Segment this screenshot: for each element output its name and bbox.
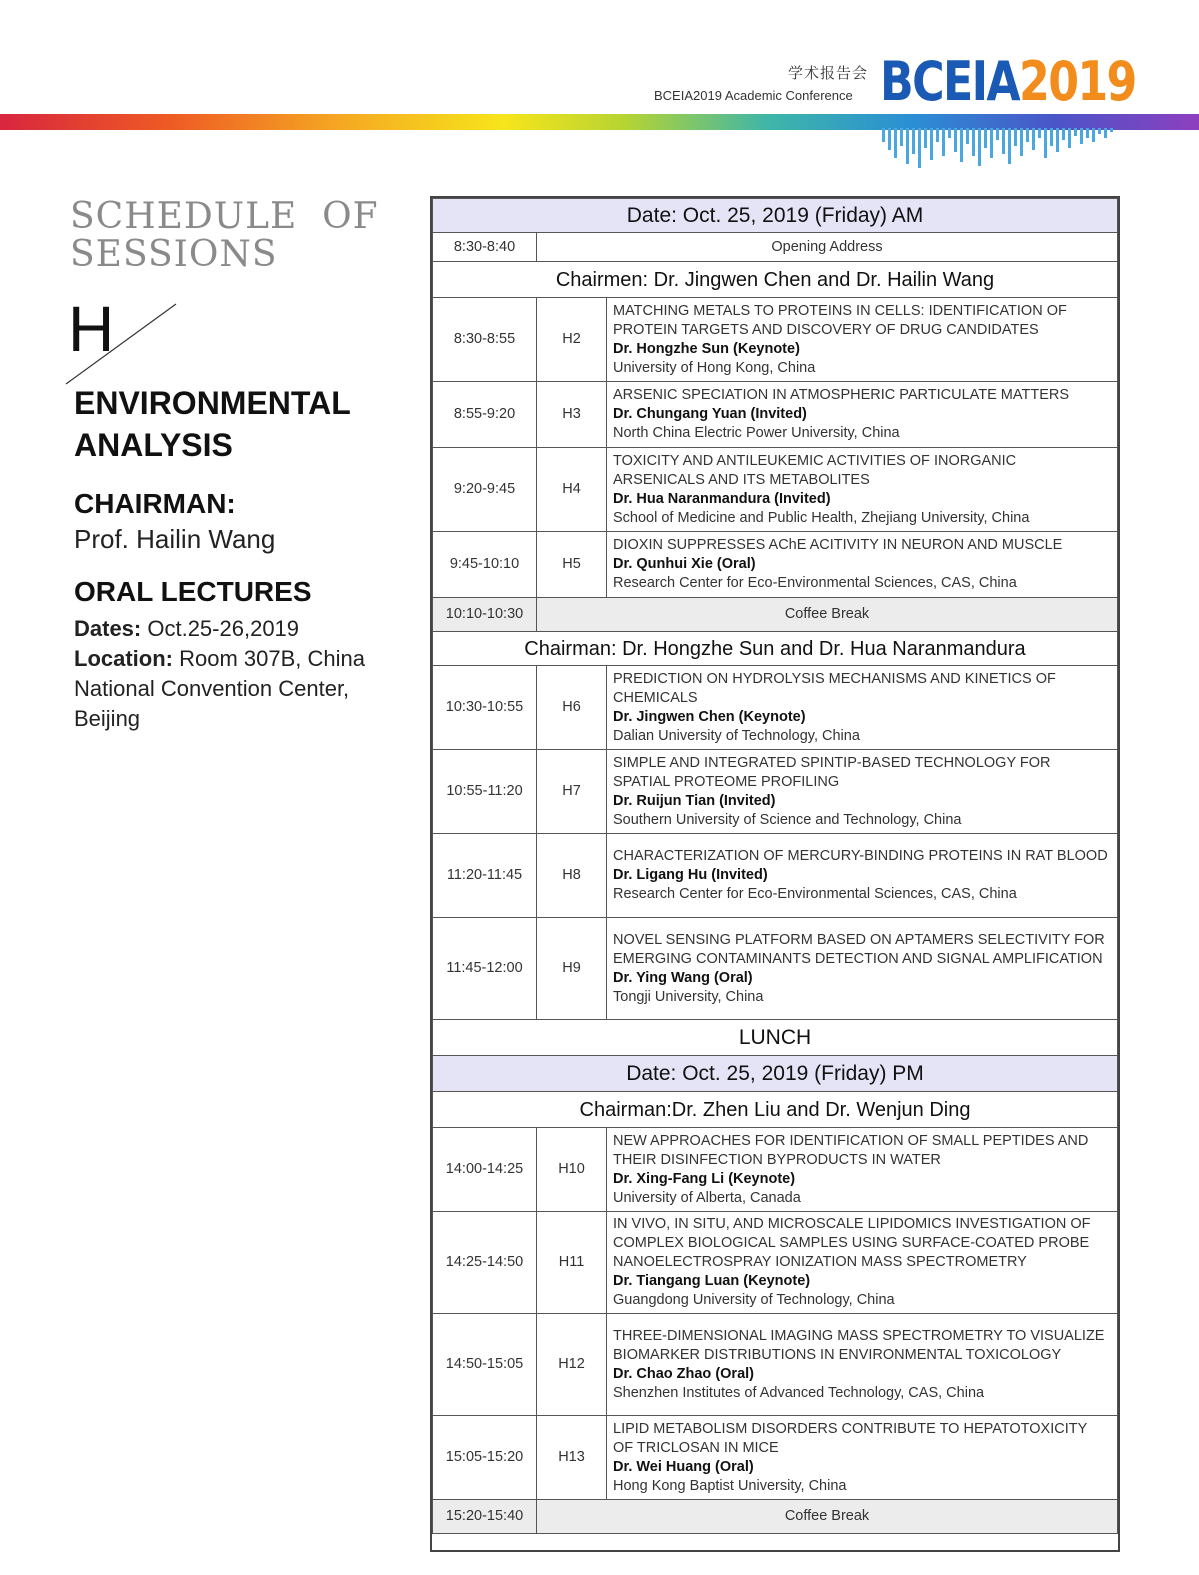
logo-bceia-text: BCEIA — [880, 50, 1020, 113]
session-topic-line1: ENVIRONMENTAL — [74, 385, 351, 421]
talk-code: H10 — [537, 1128, 607, 1212]
talk-time: 14:50-15:05 — [433, 1314, 537, 1416]
talk-time: 14:25-14:50 — [433, 1212, 537, 1314]
break-1-time: 10:10-10:30 — [433, 598, 537, 632]
chair-header-3: Chairman:Dr. Zhen Liu and Dr. Wenjun Ding — [433, 1092, 1118, 1128]
talk-title: THREE-DIMENSIONAL IMAGING MASS SPECTROMETRY TO VISUALIZE BIOMARKER DISTRIBUTIONS IN ENVIRONMENTAL TOXICOLOGY — [613, 1327, 1105, 1363]
talk-time: 14:00-14:25 — [433, 1128, 537, 1212]
talk-affiliation: Southern University of Science and Technology, China — [613, 811, 962, 828]
talk-title: DIOXIN SUPPRESSES AChE ACITIVITY IN NEURON AND MUSCLE — [613, 537, 1063, 553]
talk-time: 15:05-15:20 — [433, 1416, 537, 1500]
talk-affiliation: Dalian University of Technology, China — [613, 727, 860, 744]
talk-speaker: Dr. Hua Naranmandura (Invited) — [613, 490, 831, 507]
talk-details — [607, 298, 1118, 382]
schedule-heading-line1: SCHEDULE OF — [70, 196, 379, 237]
talk-speaker: Dr. Tiangang Luan (Keynote) — [613, 1273, 811, 1289]
soundwave-graphic — [880, 128, 1120, 172]
talk-time: 11:45-12:00 — [433, 918, 537, 1020]
talk-code: H8 — [537, 834, 607, 918]
talk-row — [433, 1212, 1118, 1314]
talk-code: H7 — [537, 750, 607, 834]
talk-details — [607, 448, 1118, 532]
talk-title: IN VIVO, IN SITU, AND MICROSCALE LIPIDOMICS INVESTIGATION OF COMPLEX BIOLOGICAL SAMPLES USING SURFACE-COATED PROBE NANOELECTROSPRAY IONIZATION MASS SPECTROMETRY — [613, 1216, 1091, 1270]
talk-affiliation: Research Center for Eco-Environmental Sciences, CAS, China — [613, 886, 1017, 902]
talk-row — [433, 1314, 1118, 1416]
talk-speaker: Dr. Qunhui Xie (Oral) — [613, 556, 756, 572]
talk-row — [433, 1416, 1118, 1500]
talk-details — [607, 918, 1118, 1020]
talk-title: SIMPLE AND INTEGRATED SPINTIP-BASED TECHNOLOGY FOR SPATIAL PROTEOME PROFILING — [613, 754, 1051, 790]
talk-title: NOVEL SENSING PLATFORM BASED ON APTAMERS SELECTIVITY FOR EMERGING CONTAMINANTS DETECTION AND SIGNAL AMPLIFICATION — [613, 931, 1105, 967]
talk-title: MATCHING METALS TO PROTEINS IN CELLS: IDENTIFICATION OF PROTEIN TARGETS AND DISCOVERY OF DRUG CANDIDATES — [613, 302, 1067, 338]
session-topic-line2: ANALYSIS — [74, 427, 233, 463]
talk-affiliation: School of Medicine and Public Health, Zhejiang University, China — [613, 509, 1030, 526]
talk-row — [433, 834, 1118, 918]
am-date-header: Date: Oct. 25, 2019 (Friday) AM — [433, 199, 1118, 233]
logo-year-text: 2019 — [1019, 50, 1136, 113]
talk-row — [433, 532, 1118, 598]
talk-affiliation: University of Alberta, Canada — [613, 1189, 801, 1206]
talk-affiliation: North China Electric Power University, China — [613, 425, 900, 441]
talk-code: H5 — [537, 532, 607, 598]
talk-details — [607, 532, 1118, 598]
opening-label: Opening Address — [537, 233, 1118, 262]
break-1-label: Coffee Break — [537, 598, 1118, 632]
talk-row — [433, 666, 1118, 750]
talk-speaker: Dr. Xing-Fang Li (Keynote) — [613, 1170, 796, 1187]
talk-details — [607, 1314, 1118, 1416]
talk-row — [433, 382, 1118, 448]
schedule-heading — [70, 198, 379, 274]
opening-time: 8:30-8:40 — [433, 233, 537, 262]
talk-time: 10:30-10:55 — [433, 666, 537, 750]
dates-value: Oct.25-26,2019 — [141, 616, 300, 641]
bceia-logo — [880, 52, 1136, 112]
logo-subtitle: BCEIA2019 Academic Conference — [654, 88, 853, 103]
talk-time: 9:45-10:10 — [433, 532, 537, 598]
talk-details — [607, 1416, 1118, 1500]
talk-speaker: Dr. Wei Huang (Oral) — [613, 1458, 754, 1475]
talk-time: 10:55-11:20 — [433, 750, 537, 834]
talk-time: 8:30-8:55 — [433, 298, 537, 382]
talk-row — [433, 750, 1118, 834]
location-value: Room 307B, China National Convention Center, Beijing — [74, 646, 365, 731]
talk-code: H2 — [537, 298, 607, 382]
talk-title: TOXICITY AND ANTILEUKEMIC ACTIVITIES OF INORGANIC ARSENICALS AND ITS METABOLITES — [613, 452, 1017, 488]
schedule-heading-line2: SESSIONS — [70, 234, 278, 275]
talk-details — [607, 750, 1118, 834]
talk-affiliation: Research Center for Eco-Environmental Sciences, CAS, China — [613, 575, 1017, 591]
chair-header-2: Chairman: Dr. Hongzhe Sun and Dr. Hua Naranmandura — [433, 632, 1118, 666]
talk-affiliation: Shenzhen Institutes of Advanced Technology, CAS, China — [613, 1384, 985, 1401]
talk-row — [433, 918, 1118, 1020]
location-label: Location: — [74, 646, 173, 671]
talk-title: CHARACTERIZATION OF MERCURY-BINDING PROTEINS IN RAT BLOOD — [613, 848, 1108, 864]
schedule-table — [430, 196, 1120, 1552]
dates-label: Dates: — [74, 616, 142, 641]
session-info — [74, 614, 404, 734]
talk-time: 11:20-11:45 — [433, 834, 537, 918]
session-topic — [74, 382, 351, 466]
oral-lectures-label: ORAL LECTURES — [74, 576, 312, 607]
chairman-name: Prof. Hailin Wang — [74, 524, 276, 554]
talk-code: H9 — [537, 918, 607, 1020]
talk-code: H6 — [537, 666, 607, 750]
talk-affiliation: Hong Kong Baptist University, China — [613, 1477, 847, 1494]
talk-speaker: Dr. Chungang Yuan (Invited) — [613, 406, 807, 422]
talk-code: H13 — [537, 1416, 607, 1500]
logo-chinese-text: 学术报告会 — [788, 64, 869, 82]
talk-title: NEW APPROACHES FOR IDENTIFICATION OF SMALL PEPTIDES AND THEIR DISINFECTION BYPRODUCTS IN WATER — [613, 1132, 1089, 1168]
talk-code: H11 — [537, 1212, 607, 1314]
talk-details — [607, 1128, 1118, 1212]
talk-speaker: Dr. Ying Wang (Oral) — [613, 969, 753, 986]
talk-time: 9:20-9:45 — [433, 448, 537, 532]
talk-details — [607, 1212, 1118, 1314]
talk-code: H12 — [537, 1314, 607, 1416]
pm-date-header: Date: Oct. 25, 2019 (Friday) PM — [433, 1056, 1118, 1092]
dates-line — [74, 614, 404, 644]
talk-row — [433, 298, 1118, 382]
talk-row — [433, 448, 1118, 532]
slash-decoration — [62, 300, 182, 390]
talk-title: ARSENIC SPECIATION IN ATMOSPHERIC PARTICULATE MATTERS — [613, 387, 1070, 403]
talk-title: PREDICTION ON HYDROLYSIS MECHANISMS AND KINETICS OF CHEMICALS — [613, 670, 1056, 706]
talk-speaker: Dr. Hongzhe Sun (Keynote) — [613, 340, 800, 357]
chair-header-1: Chairmen: Dr. Jingwen Chen and Dr. Hailin Wang — [433, 262, 1118, 298]
talk-speaker: Dr. Chao Zhao (Oral) — [613, 1365, 754, 1382]
talk-details — [607, 666, 1118, 750]
talk-affiliation: Guangdong University of Technology, China — [613, 1292, 895, 1308]
break-2-label: Coffee Break — [537, 1500, 1118, 1534]
talk-row — [433, 1128, 1118, 1212]
talk-details — [607, 382, 1118, 448]
talk-details — [607, 834, 1118, 918]
talk-code: H3 — [537, 382, 607, 448]
talk-time: 8:55-9:20 — [433, 382, 537, 448]
talk-speaker: Dr. Ruijun Tian (Invited) — [613, 792, 776, 809]
talk-affiliation: Tongji University, China — [613, 988, 764, 1005]
talk-title: LIPID METABOLISM DISORDERS CONTRIBUTE TO HEPATOTOXICITY OF TRICLOSAN IN MICE — [613, 1420, 1088, 1456]
chairman-label: CHAIRMAN: — [74, 488, 236, 519]
talk-code: H4 — [537, 448, 607, 532]
talk-speaker: Dr. Ligang Hu (Invited) — [613, 867, 768, 883]
talk-speaker: Dr. Jingwen Chen (Keynote) — [613, 708, 806, 725]
break-2-time: 15:20-15:40 — [433, 1500, 537, 1534]
talk-affiliation: University of Hong Kong, China — [613, 359, 816, 376]
location-line — [74, 644, 404, 734]
session-letter: H — [68, 293, 115, 365]
lunch-row: LUNCH — [433, 1020, 1118, 1056]
